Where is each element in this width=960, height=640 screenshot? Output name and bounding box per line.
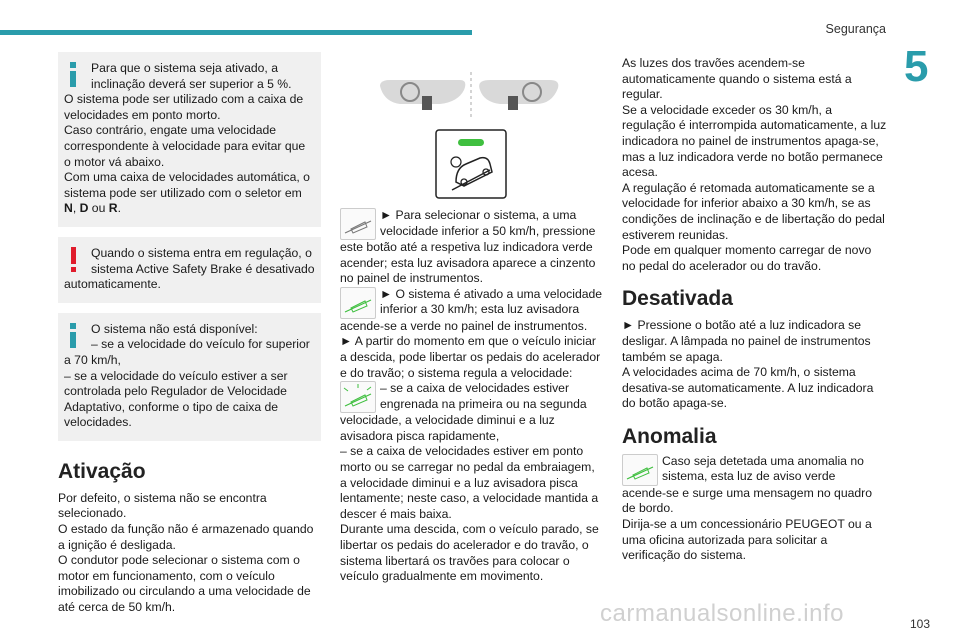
info-text: O sistema pode ser utilizado com a caixa de velocidades em ponto morto. [64, 92, 304, 122]
hill-descent-indicator-icon [340, 208, 376, 240]
page-number: 103 [909, 617, 930, 631]
body-text: ► Para selecionar o sistema, a uma velocidade inferior a 50 km/h, pressione [380, 208, 596, 238]
hill-descent-active-icon [340, 287, 376, 319]
info-box-availability [58, 313, 321, 441]
column-3 [622, 56, 887, 564]
body-text: – se a caixa de velocidades estiver engrenada na primeira ou na segunda [380, 381, 587, 411]
column-1 [58, 50, 321, 616]
body-text: Pode em qualquer momento carregar de novo no pedal do acelerador ou do travão. [622, 243, 872, 273]
body-text: acende-se a verde no painel de instrumentos. [340, 318, 588, 333]
body-text: ► O sistema é ativado a uma velocidade inferior a 30 km/h; esta luz avisadora [380, 286, 603, 317]
info-icon [68, 62, 78, 87]
info-text: – se a velocidade do veículo for superior [91, 337, 310, 352]
body-text: ► Pressione o botão até a luz indicadora se desligar. A lâmpada no painel de instrumentos também se apaga. [622, 318, 871, 364]
body-text: O estado da função não é armazenado quando a ignição é desligada. [58, 522, 314, 552]
chapter-number: 5 [904, 42, 929, 91]
body-text: Se a velocidade exceder os 30 km/h, a regulação é interrompida automaticamente, a luz indicadora no painel de instrumentos apaga-se, mas a luz indicadora verde no botão permanece acesa. [622, 102, 887, 180]
body-text: As luzes dos travões acendem-se automaticamente quando o sistema está a regular. [622, 56, 852, 102]
info-text: Com uma caixa de velocidades automática, o sistema pode ser utilizado com o seletor em N, D ou R. [64, 170, 310, 216]
body-text: acende-se e surge uma mensagem no quadro de bordo. [622, 485, 872, 516]
info-text: a 70 km/h, [64, 352, 121, 367]
warning-text: sistema Active Safety Brake é desativado [91, 261, 315, 276]
body-text: este botão até a respetiva luz indicadora verde acender; esta luz avisadora aparece a cinzento no painel de instrumentos. [340, 240, 596, 286]
warning-text: Quando o sistema entra em regulação, o [91, 245, 312, 260]
section-title: Segurança [825, 22, 886, 36]
heading-ativacao: Ativação [58, 459, 146, 483]
watermark: carmanualsonline.info [600, 600, 844, 627]
body-text: Por defeito, o sistema não se encontra selecionado. [58, 490, 267, 521]
info-text: inclinação deverá ser superior a 5 %. [91, 76, 292, 91]
console-button-diagram [340, 50, 603, 200]
body-text: – se a caixa de velocidades estiver em ponto morto ou se carregar no pedal da embraiagem, a velocidade diminui e a luz avisadora pisca lentamente; neste caso, a velocidade mantida a descer é mais baixa. [340, 444, 599, 521]
info-box-activation [58, 52, 321, 227]
body-text: Durante uma descida, com o veículo parado, se libertar os pedais do acelerador e do travão, o sistema libertará os travões para colocar o veículo gradualmente em movimento. [340, 522, 599, 584]
warning-text: automaticamente. [64, 277, 161, 292]
column-2 [340, 50, 603, 585]
info-icon [68, 323, 78, 348]
warning-box [58, 237, 321, 303]
button-illustration [340, 50, 603, 200]
body-text: ► A partir do momento em que o veículo iniciar a descida, pode libertar os pedais do acelerador e do travão; o sistema regula a velocidade: [340, 334, 601, 380]
body-text: A velocidades acima de 70 km/h, o sistema desativa-se automaticamente. A luz indicadora do botão apaga-se. [622, 365, 874, 411]
body-text: Dirija-se a um concessionário PEUGEOT ou a uma oficina autorizada para solicitar a verificação do sistema. [622, 517, 872, 563]
heading-anomalia: Anomalia [622, 424, 717, 448]
info-text: – se a velocidade do veículo estiver a ser controlada pelo Regulador de Velocidade Adaptativo, conforme o tipo de caixa de velocidades. [64, 368, 288, 430]
warning-icon [68, 247, 78, 273]
body-text: A regulação é retomada automaticamente se a velocidade for inferior abaixo a 30 km/h, se as condições de inclinação e de libertação do pedal estiverem reunidas. [622, 180, 885, 242]
header-accent-bar [0, 30, 472, 35]
body-text: Caso seja detetada uma anomalia no sistema, esta luz de aviso verde [662, 453, 864, 484]
heading-desativada: Desativada [622, 287, 733, 311]
info-text: Para que o sistema seja ativado, a [91, 61, 278, 75]
hill-descent-fault-icon [622, 454, 658, 486]
body-text: velocidade, a velocidade diminui e a luz avisadora pisca rapidamente, [340, 413, 555, 443]
info-text: O sistema não está disponível: [91, 321, 258, 336]
body-text: O condutor pode selecionar o sistema com o motor em funcionamento, com o veículo imobilizado ou circulando a uma velocidade de até cerca de 50 km/h. [58, 553, 311, 615]
hill-descent-flashing-icon [340, 381, 376, 413]
info-text: Caso contrário, engate uma velocidade correspondente à velocidade para evitar que o motor vá abaixo. [64, 123, 306, 169]
